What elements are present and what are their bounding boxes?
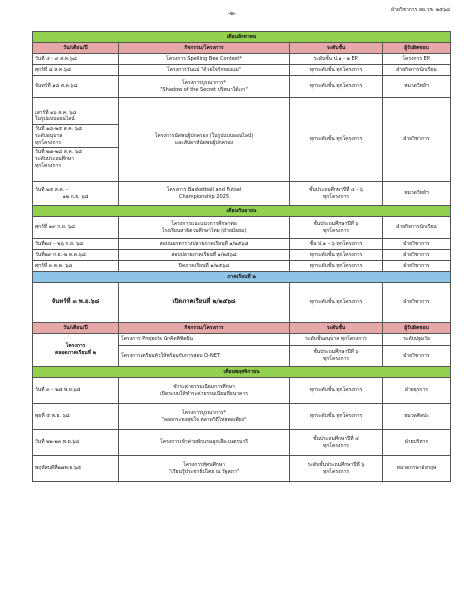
- activity-line-1: โครงการบูรณาการ*: [181, 79, 226, 86]
- level-line-1: ชั้นประถมศึกษาปีที่ ๖: [313, 349, 359, 356]
- row-date: พุธที่ ๕ พ.ย. ๖๘: [33, 404, 119, 430]
- row-owner: ฝ่ายวิชาการ: [383, 250, 451, 261]
- date-kindergarten: [33, 125, 118, 148]
- col-level: ระดับชั้น: [290, 323, 383, 334]
- row-level: ทุกระดับชั้น ทุกโครงการ: [290, 76, 383, 98]
- row-level: ทุกระดับชั้น ทุกโครงการ: [290, 378, 383, 404]
- row-activity: [119, 76, 290, 98]
- row-date: ศุกร์ที่ ๓ ต.ค. ๖๘: [33, 261, 119, 272]
- row-owner: ฝ่ายบริหาร: [383, 430, 451, 456]
- table-row: [33, 404, 451, 430]
- activity-line-2: เปิดระบบให้ชำระค่าธรรมเนียมที่ธนาคาร: [160, 390, 248, 397]
- row-owner: หมวดวิทย์ฯ: [383, 76, 451, 98]
- row-level: ทุกระดับชั้น ทุกโครงการ: [290, 98, 383, 182]
- row-level: ระดับชั้นอนุบาล ทุกโครงการ: [290, 334, 383, 346]
- row-date: วันที่ ๔ - ๙ ส.ค.๖๘: [33, 54, 119, 65]
- table-row: [33, 239, 451, 250]
- month-november: เดือนพฤศจิกายน: [33, 367, 451, 378]
- table-row: [33, 182, 451, 206]
- date-line: วันที่ ๒๕ ส.ค. –: [35, 186, 69, 193]
- row-date: วันที่๒๙ ก.ย.-๒ ต.ค.๖๘: [33, 250, 119, 261]
- row-owner: โครงการ EP.: [383, 54, 451, 65]
- row-activity: เปิดภาคเรียนที่ ๒/๒๕๖๘: [119, 283, 290, 323]
- row-activity: โครงการวันแม่ "ด้วยใจรักของแม่": [119, 65, 290, 76]
- row-owner: ฝ่ายธุรการ: [383, 378, 451, 404]
- row-level: ระดับชั้น ป.๑ - ๒ EP.: [290, 54, 383, 65]
- table-row: [33, 334, 451, 346]
- row-activity: สอบนอกตารางปลายภาคเรียนที่ ๑/๒๕๖๘: [119, 239, 290, 250]
- level-line-1: ชั้นประถมศึกษาปีที่ ๔ - ๖: [309, 186, 363, 193]
- level-line-2: ทุกโครงการ: [322, 356, 349, 362]
- activity-line-1: ชำระค่าธรรมเนียมการศึกษา: [173, 383, 235, 390]
- row-owner: ฝ่ายวิชาการ: [383, 261, 451, 272]
- page-header: ฝ่ายวิชาการ สอ.วช. ๒๕๖๘: [391, 7, 450, 13]
- table-row: [33, 261, 451, 272]
- row-date: ศุกร์ที่ ๘ ส.ค.๖๘: [33, 65, 119, 76]
- table-row: [33, 283, 451, 323]
- date-line: ระดับประถมศึกษา: [35, 156, 74, 162]
- activity-line-2: Championship 2025: [178, 193, 230, 200]
- level-line-1: ชั้นประถมศึกษาปีที่ ๔: [313, 435, 359, 442]
- date-line: เสาร์ที่ ๑๖ ส.ค. ๖๘: [35, 109, 77, 116]
- row-date: จันทร์ที่ ๓ พ.ย.๖๘: [33, 283, 119, 323]
- activity-line-2: โรงเรียนสาธิตวมศึกษาไทย (ฝ่ายมัธยม): [161, 227, 247, 234]
- date-primary: [33, 148, 118, 170]
- date-line: ในรูปแบบออนไลน์: [35, 116, 75, 123]
- activity-line-1: โครงการทัศนศึกษา: [183, 461, 225, 468]
- row-level: ทุกระดับชั้น ทุกโครงการ: [290, 404, 383, 430]
- col-activity: กิจกรรม/โครงการ: [119, 43, 290, 54]
- table-row: [33, 217, 451, 239]
- row-activity: [119, 98, 290, 182]
- row-date: วันที่๒๔ – ๒๖ ก.ย. ๖๘: [33, 239, 119, 250]
- row-level: ชั้น ป.๑ – ๖ ทุกโครงการ: [290, 239, 383, 250]
- page-number: -๒-: [227, 10, 237, 17]
- table-row: [33, 54, 451, 65]
- row-level: [290, 182, 383, 206]
- activity-line-1: โครงการแนะแนวการศึกษาต่อ: [171, 220, 237, 227]
- row-owner: ระดับปฐมวัย: [383, 334, 451, 346]
- date-line: ๑๒ ก.ย. ๖๘: [62, 193, 89, 200]
- row-date: [33, 334, 119, 367]
- level-line-2: ทุกโครงการ: [322, 442, 349, 449]
- row-date: [33, 98, 119, 182]
- level-line-2: ทุกโครงการ: [322, 193, 349, 200]
- date-line: วันที่ ๑๘-๒๕ ส.ค. ๖๘: [35, 126, 82, 132]
- row-level: ทุกระดับชั้น ทุกโครงการ: [290, 65, 383, 76]
- activity-line-2: "Shadow of the Secret ปริศนาใต้เงา": [160, 86, 248, 93]
- date-line: ตลอดภาคเรียนที่ ๒: [54, 350, 97, 356]
- row-level: ทุกระดับชั้น ทุกโครงการ: [290, 250, 383, 261]
- date-line: วันที่ ๒๗-๒๘ ส.ค. ๖๘: [35, 149, 82, 156]
- activity-line-1: โครงการบูรณาการ*: [181, 409, 226, 416]
- level-line-2: ทุกโครงการ: [322, 468, 349, 475]
- row-date: ศุกร์ที่ ๑๙ ก.ย. ๖๘: [33, 217, 119, 239]
- row-activity: โครงการ Spelling Bee Contest*: [119, 54, 290, 65]
- activity-line-1: โครงการ Basketball and Futsal: [166, 186, 242, 193]
- row-level: [290, 456, 383, 482]
- row-date: พฤหัสบดีที่๒๗พ.ย.๖๘: [33, 456, 119, 482]
- month-september: เดือนกันยายน: [33, 206, 451, 217]
- activity-line-2: "เรียนรู้ประชาธิปไตย ณ รัฐสภา": [168, 468, 240, 475]
- level-line-1: ระดับชั้นประถมศึกษาปีที่ ๖: [307, 461, 365, 468]
- activity-line-1: โครงการนัดพบผู้ปกครอง (ในรูปแบบออนไลน์): [154, 132, 254, 139]
- col-date: วัน/เดือน/ปี: [33, 323, 119, 334]
- date-line: ระดับอนุบาล: [35, 132, 63, 139]
- col-level: ระดับชั้น: [290, 43, 383, 54]
- table-row: [33, 378, 451, 404]
- col-activity: กิจกรรม/โครงการ: [119, 323, 290, 334]
- row-owner: ฝ่ายวิชาการ: [383, 283, 451, 323]
- date-line: ทุกโครงการ: [35, 139, 62, 146]
- row-owner: ฝ่ายวิชาการ: [383, 239, 451, 250]
- date-line: ทุกโครงการ: [35, 162, 62, 169]
- row-level: [290, 430, 383, 456]
- row-activity: ปิดภาคเรียนที่ ๑/๒๕๖๘: [119, 261, 290, 272]
- row-date: จันทร์ที่ ๑๘ ส.ค.๖๘: [33, 76, 119, 98]
- row-level: [290, 217, 383, 239]
- row-date: [33, 182, 119, 206]
- row-date: วันที่ ๒๒-๒๓ พ.ย.๖๘: [33, 430, 119, 456]
- row-activity: [119, 456, 290, 482]
- row-owner: หมวดวิทย์ฯ: [383, 182, 451, 206]
- activity-calendar-table: [32, 31, 451, 482]
- row-activity: [119, 404, 290, 430]
- row-activity: [119, 217, 290, 239]
- col-owner: ผู้รับผิดชอบ: [383, 323, 451, 334]
- col-owner: ผู้รับผิดชอบ: [383, 43, 451, 54]
- level-line-1: ชั้นประถมศึกษาปีที่ ๖: [313, 220, 359, 227]
- row-owner: ฝ่ายวิชาการ: [383, 346, 451, 367]
- column-header-row: [33, 323, 451, 334]
- column-header-row: [33, 43, 451, 54]
- date-line: โครงการ: [65, 343, 86, 350]
- row-owner: หมวดศิลปะ: [383, 404, 451, 430]
- table-row: [33, 65, 451, 76]
- col-date: วัน/เดือน/ปี: [33, 43, 119, 54]
- level-line-2: ทุกโครงการ: [322, 227, 349, 234]
- activity-line-2: "ลอยกระทงสุขใจ ตลาดวิถีไทยพอเพียง": [161, 416, 247, 423]
- row-activity: [119, 378, 290, 404]
- row-owner: ฝ่ายกิจการนักเรียน: [383, 65, 451, 76]
- term-2-banner: ภาคเรียนที่ ๒: [33, 272, 451, 283]
- table-row: [33, 456, 451, 482]
- month-august: เดือนสิงหาคม: [33, 32, 451, 43]
- row-level: ทุกระดับชั้น ทุกโครงการ: [290, 283, 383, 323]
- row-owner: ฝ่ายกิจการนักเรียน: [383, 217, 451, 239]
- row-level: [290, 346, 383, 367]
- table-row: [33, 76, 451, 98]
- row-activity: โครงการ Projects นักคิดพิชิตฝัน: [119, 334, 290, 346]
- row-level: ทุกระดับชั้น ทุกโครงการ: [290, 261, 383, 272]
- row-activity: โครงการเตรียมตัวให้พร้อมกับการสอบ O-NET: [119, 346, 290, 367]
- row-activity: [119, 182, 290, 206]
- row-owner: หมวดภาษาอังกฤษ: [383, 456, 451, 482]
- row-date: วันที่ ๓ – ๒๘ พ.ย.๖๘: [33, 378, 119, 404]
- table-row: [33, 98, 451, 182]
- row-activity: โครงการเข้าค่ายพักแรมลูกเสือ-เนตรนารี: [119, 430, 290, 456]
- row-activity: สอบปลายภาคเรียนที่ ๑/๒๕๖๘: [119, 250, 290, 261]
- row-owner: ฝ่ายวิชาการ: [383, 98, 451, 182]
- activity-line-2: และสัปดาห์นัดพบผู้ปกครอง: [174, 139, 234, 146]
- table-row: [33, 430, 451, 456]
- table-row: [33, 250, 451, 261]
- date-online: [33, 109, 118, 126]
